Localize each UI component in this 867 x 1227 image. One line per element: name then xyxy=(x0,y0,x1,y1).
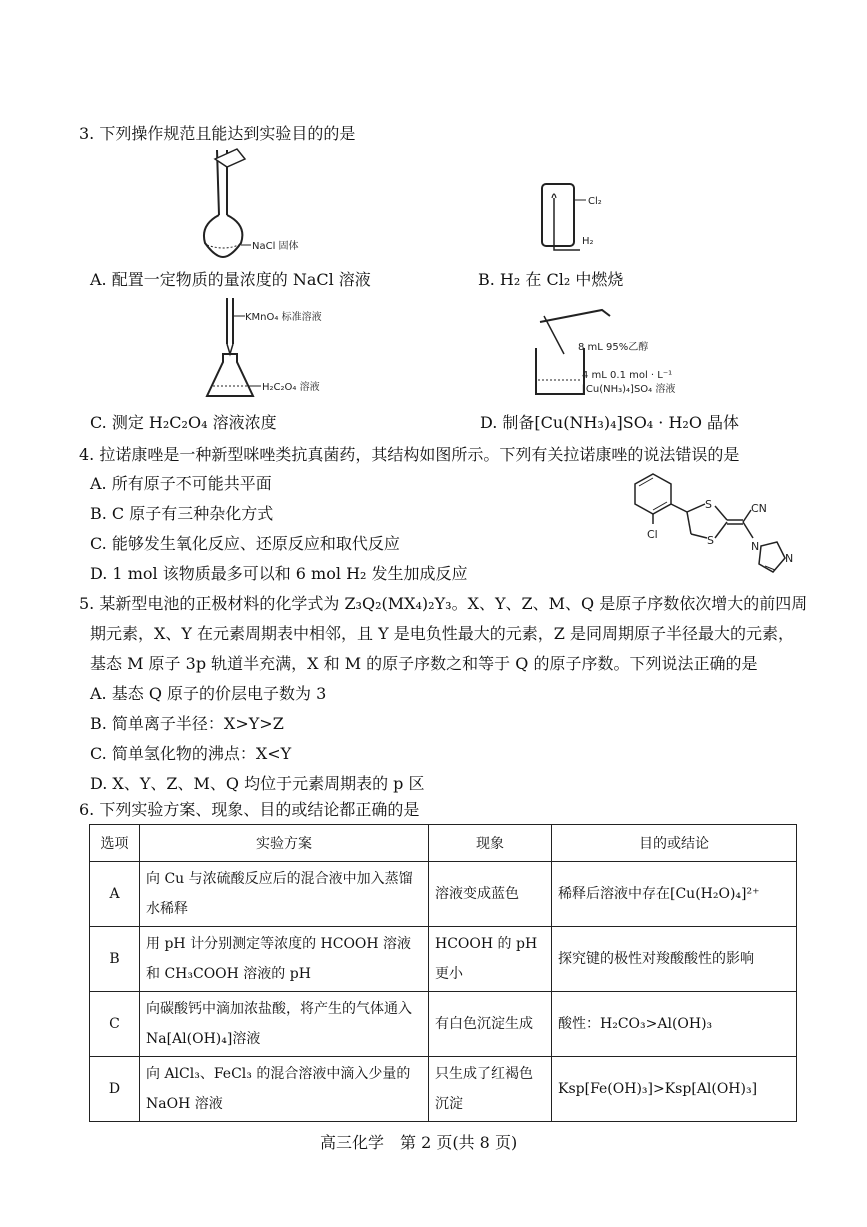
header-option: 选项 xyxy=(90,825,140,862)
q5-stem-line-3: 基态 M 原子 3p 轨道半充满，X 和 M 的原子序数之和等于 Q 的原子序数。下列说法正确的是 xyxy=(90,654,758,673)
row-plan: 向 AlCl₃、FeCl₃ 的混合溶液中滴入少量的 NaOH 溶液 xyxy=(140,1057,429,1122)
row-option: C xyxy=(90,992,140,1057)
row-plan: 向 Cu 与浓硫酸反应后的混合液中加入蒸馏水稀释 xyxy=(140,862,429,927)
page-footer: 高三化学 第 2 页(共 8 页) xyxy=(320,1133,518,1152)
figure-b-h2-label: H₂ xyxy=(582,236,594,247)
row-phenomenon: 只生成了红褐色沉淀 xyxy=(429,1057,552,1122)
row-conclusion: Ksp[Fe(OH)₃]>Ksp[Al(OH)₃] xyxy=(552,1057,797,1122)
q5-stem-line-1: 5. 某新型电池的正极材料的化学式为 Z₃Q₂(MX₄)₂Y₃。X、Y、Z、M、Q 是原子序数依次增大的前四周 xyxy=(79,594,808,613)
figure-c-analyte-label: H₂C₂O₄ 溶液 xyxy=(262,382,320,393)
row-plan: 向碳酸钙中滴加浓盐酸，将产生的气体通入 Na[Al(OH)₄]溶液 xyxy=(140,992,429,1057)
row-option: D xyxy=(90,1057,140,1122)
q5-option-a: A. 基态 Q 原子的价层电子数为 3 xyxy=(90,684,327,703)
header-plan: 实验方案 xyxy=(140,825,429,862)
table-row xyxy=(90,927,797,992)
figure-d-beaker xyxy=(530,306,700,404)
q4-option-a: A. 所有原子不可能共平面 xyxy=(90,474,272,493)
header-conclusion: 目的或结论 xyxy=(552,825,797,862)
row-conclusion: 酸性：H₂CO₃>Al(OH)₃ xyxy=(552,992,797,1057)
struct-s2: S xyxy=(707,534,714,547)
row-conclusion: 稀释后溶液中存在[Cu(H₂O)₄]²⁺ xyxy=(552,862,797,927)
table-row xyxy=(90,1057,797,1122)
q3-option-c: C. 测定 H₂C₂O₄ 溶液浓度 xyxy=(90,413,277,432)
figure-b-gas-jar xyxy=(530,178,650,258)
struct-s1: S xyxy=(705,498,712,511)
figure-d-reagent2-line2: [Cu(NH₃)₄]SO₄ 溶液 xyxy=(582,384,676,395)
q3-stem: 3. 下列操作规范且能达到实验目的的是 xyxy=(79,124,356,143)
table-row xyxy=(90,992,797,1057)
struct-n1: N xyxy=(751,540,760,553)
row-option: B xyxy=(90,927,140,992)
q6-stem: 6. 下列实验方案、现象、目的或结论都正确的是 xyxy=(79,800,420,819)
row-plan: 用 pH 计分别测定等浓度的 HCOOH 溶液和 CH₃COOH 溶液的 pH xyxy=(140,927,429,992)
figure-c-titrant-label: KMnO₄ 标准溶液 xyxy=(245,312,322,323)
q3-option-b: B. H₂ 在 Cl₂ 中燃烧 xyxy=(478,270,624,289)
figure-a-volumetric-flask xyxy=(195,145,315,260)
q4-option-b: B. C 原子有三种杂化方式 xyxy=(90,504,274,523)
q5-stem-line-2: 期元素，X、Y 在元素周期表中相邻，且 Y 是电负性最大的元素，Z 是同周期原子半径最大的元素， xyxy=(90,624,794,643)
q6-table xyxy=(89,824,797,1122)
struct-cl: Cl xyxy=(647,528,658,541)
table-header-row xyxy=(90,825,797,862)
q4-structure-diagram xyxy=(625,466,795,584)
row-phenomenon: 有白色沉淀生成 xyxy=(429,992,552,1057)
q4-stem: 4. 拉诺康唑是一种新型咪唑类抗真菌药，其结构如图所示。下列有关拉诺康唑的说法错误的是 xyxy=(79,445,740,464)
q4-option-c: C. 能够发生氧化反应、还原反应和取代反应 xyxy=(90,534,400,553)
struct-n2: N xyxy=(785,552,794,565)
figure-c-titration xyxy=(205,296,355,404)
row-option: A xyxy=(90,862,140,927)
struct-cn: CN xyxy=(751,502,767,515)
q5-option-d: D. X、Y、Z、M、Q 均位于元素周期表的 p 区 xyxy=(90,774,425,793)
figure-b-cl2-label: Cl₂ xyxy=(588,196,602,207)
figure-a-label: NaCl 固体 xyxy=(252,241,299,252)
figure-d-reagent1-label: 8 mL 95%乙醇 xyxy=(578,342,649,353)
figure-d-reagent2-line1: 4 mL 0.1 mol · L⁻¹ xyxy=(582,370,673,381)
q3-option-a: A. 配置一定物质的量浓度的 NaCl 溶液 xyxy=(90,270,371,289)
row-phenomenon: HCOOH 的 pH 更小 xyxy=(429,927,552,992)
table-row xyxy=(90,862,797,927)
q3-option-d: D. 制备[Cu(NH₃)₄]SO₄ · H₂O 晶体 xyxy=(480,413,740,432)
row-phenomenon: 溶液变成蓝色 xyxy=(429,862,552,927)
q5-option-b: B. 简单离子半径：X>Y>Z xyxy=(90,714,284,733)
q5-option-c: C. 简单氢化物的沸点：X<Y xyxy=(90,744,292,763)
header-phenomenon: 现象 xyxy=(429,825,552,862)
q4-option-d: D. 1 mol 该物质最多可以和 6 mol H₂ 发生加成反应 xyxy=(90,564,468,583)
row-conclusion: 探究键的极性对羧酸酸性的影响 xyxy=(552,927,797,992)
